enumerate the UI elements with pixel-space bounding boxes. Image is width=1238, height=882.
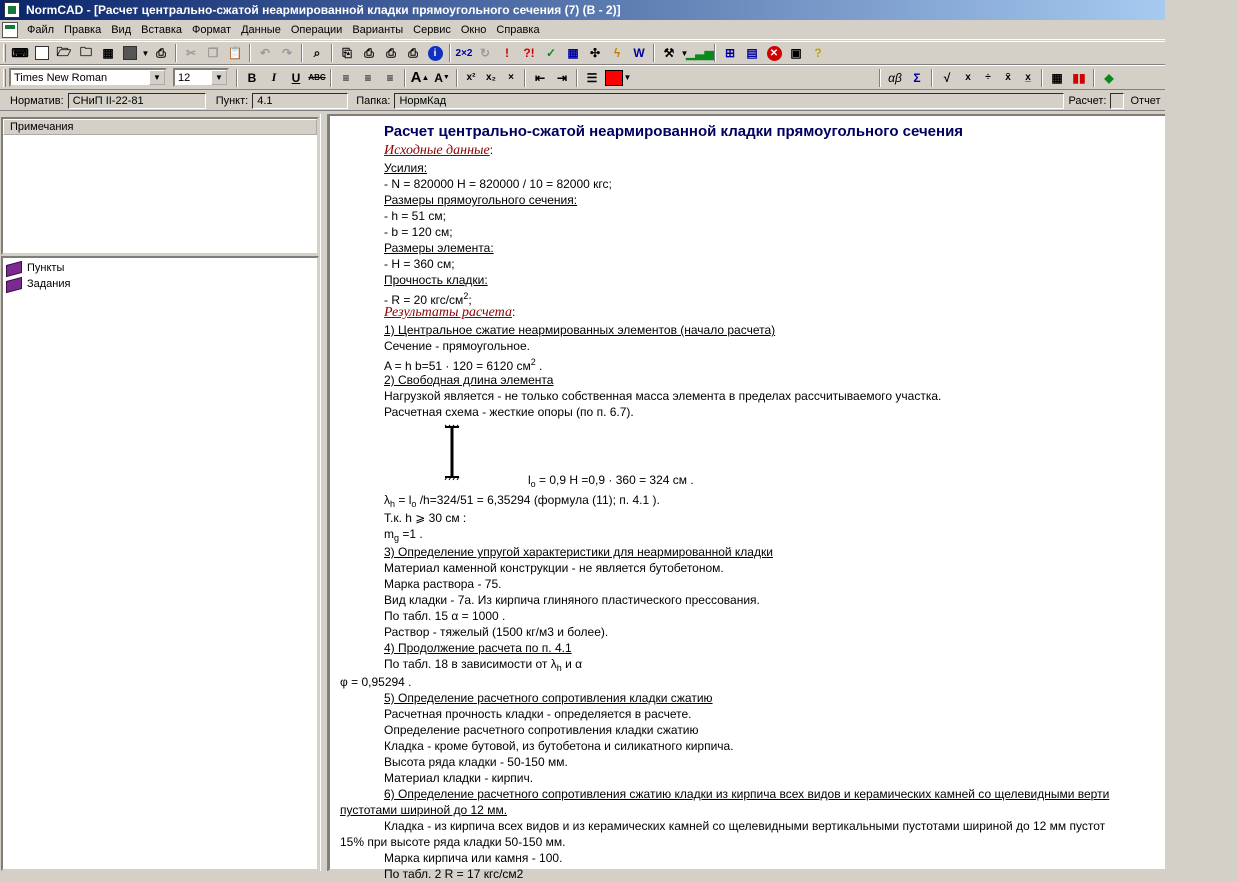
toolbar-separator	[1093, 69, 1095, 87]
matrix-2x2-icon[interactable]: 2×2	[455, 47, 473, 59]
tools-icon[interactable]: ⚒	[663, 46, 675, 60]
folder-field[interactable]: НормКад	[394, 93, 1064, 109]
menu-help[interactable]: Справка	[496, 23, 540, 36]
area-sup: 2	[530, 357, 536, 367]
font-grow-icon[interactable]: A ▲	[410, 69, 430, 86]
notes-header: Примечания	[3, 119, 317, 135]
fraction-icon[interactable]: ÷	[985, 72, 991, 83]
save-icon[interactable]	[119, 42, 141, 64]
underline-icon[interactable]: U	[291, 70, 301, 85]
section-2-line-1: Нагрузкой является - не только собственная масса элемента в пределах рассчитываемого участка.	[384, 389, 942, 403]
word-icon[interactable]: W	[633, 46, 645, 60]
point-field[interactable]: 4.1	[252, 93, 348, 109]
section-6-line-2: 15% при высоте ряда кладки 50-150 мм.	[340, 835, 566, 849]
report-label[interactable]: Отчет	[1130, 94, 1161, 107]
tree-item-tasks[interactable]	[3, 276, 317, 292]
slenderness-line	[384, 492, 660, 512]
menu-format[interactable]: Формат	[192, 23, 232, 36]
tree-item-label: Задания	[27, 278, 71, 290]
menu-service[interactable]: Сервис	[413, 23, 451, 36]
eraser-icon[interactable]: ◆	[1104, 70, 1114, 85]
table18-end: и α	[561, 657, 583, 671]
tools-dropdown-icon[interactable]: ▼	[680, 48, 689, 58]
mg-value: =1 .	[399, 527, 423, 541]
section-6-header: 6) Определение расчетного сопротивления сжатию кладки из кирпича всех видов и керамических камней со щелевидными верти	[384, 787, 1110, 801]
lambda-value: /h=324/51 = 6,35294 (формула (11); п. 4.1 ).	[416, 493, 660, 507]
section-4-line-1	[384, 656, 582, 676]
results-header-line: Результаты расчета:	[384, 305, 516, 320]
toolbar-separator	[931, 69, 933, 87]
table-icon[interactable]: ▦	[567, 46, 579, 60]
lower-index-icon[interactable]: x̲	[1025, 72, 1031, 83]
section-1-line-2	[384, 354, 542, 374]
mg-line	[384, 526, 423, 546]
chevron-down-icon[interactable]: ▼	[211, 70, 227, 85]
dims-header: Размеры прямоугольного сечения:	[384, 193, 578, 207]
tree-panel	[1, 256, 319, 871]
notes-panel[interactable]	[1, 117, 319, 255]
font-family-value: Times New Roman	[14, 71, 108, 84]
toolbar-separator	[175, 44, 177, 62]
paste-icon[interactable]: 📋	[227, 46, 243, 60]
dims-b-line: - b = 120 см;	[384, 225, 453, 239]
section-5-line-1: Расчетная прочность кладки - определяется в расчете.	[384, 707, 692, 721]
print-icon[interactable]: ⎙	[156, 45, 166, 60]
toolbar-separator	[449, 44, 451, 62]
free-length-line	[528, 472, 694, 492]
menu-bar	[0, 20, 1165, 40]
keyboard-icon[interactable]: ⌨	[11, 46, 29, 60]
font-size-value: 12	[178, 71, 191, 84]
dims-h-line: - h = 51 см;	[384, 209, 446, 223]
toolbar-separator	[330, 69, 332, 87]
strength-text: - R = 20 кгс/см	[384, 293, 464, 307]
section-2-header: 2) Свободная длина элемента	[384, 373, 554, 387]
open-folder-icon[interactable]: 🗁	[56, 44, 72, 59]
table18-subscript: h	[556, 663, 562, 673]
lambda-symbol: λ	[384, 493, 390, 507]
tree-item-label: Пункты	[27, 262, 65, 274]
left-panel	[0, 114, 320, 871]
toolbar-grip[interactable]	[3, 44, 6, 62]
menu-window[interactable]: Окно	[460, 23, 487, 36]
hierarchy-icon[interactable]: ⊞	[724, 46, 736, 60]
align-right-icon[interactable]: ≡	[386, 70, 394, 85]
section-3-line-5: Раствор - тяжелый (1500 кг/м3 и более).	[384, 625, 609, 639]
book-icon	[5, 278, 21, 290]
superscript-icon[interactable]: x²	[466, 72, 476, 83]
toolbar-separator	[524, 69, 526, 87]
section-5-header: 5) Определение расчетного сопротивления кладки сжатию	[384, 691, 713, 705]
open-examples-icon[interactable]: 🗀	[79, 44, 92, 59]
area-text: A = h b=51 · 120 = 6120 см	[384, 359, 531, 373]
norm-field[interactable]: СНиП II-22-81	[68, 93, 206, 109]
section-3-header: 3) Определение упругой характеристики для неармированной кладки	[384, 545, 773, 559]
toolbar-grip[interactable]	[3, 69, 6, 87]
print-setup-icon[interactable]: ⎙	[364, 45, 374, 60]
menu-insert[interactable]: Вставка	[141, 23, 183, 36]
menu-edit[interactable]: Правка	[64, 23, 102, 36]
menu-variants[interactable]: Варианты	[352, 23, 404, 36]
color-dropdown-icon[interactable]: ▼	[623, 73, 632, 82]
input-header-line: Исходные данные:	[384, 143, 494, 158]
rigid-supports-scheme	[443, 425, 461, 481]
toolbar-separator	[301, 44, 303, 62]
calendar-icon[interactable]: ▤	[746, 46, 758, 60]
format-toolbar	[0, 65, 1165, 90]
results-header: Результаты расчета	[384, 305, 512, 320]
bar-chart-icon[interactable]: ▁▃▅	[686, 46, 714, 60]
section-3-line-4: По табл. 15 α = 1000 .	[384, 609, 506, 623]
section-6-line-1: Кладка - из кирпича всех видов и из керамических камней со щелевидными вертикальными пустотами шириной до 12 мм пустот	[384, 819, 1106, 833]
bullet-list-icon[interactable]: ☰	[586, 70, 598, 85]
increase-indent-icon[interactable]: ⇥	[556, 70, 568, 85]
section-4-header: 4) Продолжение расчета по п. 4.1	[384, 641, 572, 655]
check-icon[interactable]: ✓	[545, 46, 557, 60]
title-bar	[0, 0, 1165, 20]
folder-label: Папка:	[356, 94, 391, 107]
chart-icon[interactable]: ▮▮	[1072, 70, 1086, 85]
properties-icon[interactable]: ▣	[790, 46, 802, 60]
clear-format-icon[interactable]: ×	[508, 72, 514, 83]
toolbar-separator	[236, 69, 238, 87]
section-3-line-3: Вид кладки - 7а. Из кирпича глиняного пластического прессования.	[384, 593, 760, 607]
mg-subscript: g	[394, 533, 400, 543]
phi-line: φ = 0,95294 .	[340, 675, 412, 689]
subscript-icon[interactable]: x₂	[485, 72, 496, 83]
toolbar-separator	[331, 44, 333, 62]
lo-symbol: l	[528, 473, 531, 487]
doc-title: Расчет центрально-сжатой неармированной кладки прямоугольного сечения	[384, 123, 964, 140]
chevron-down-icon[interactable]: ▼	[149, 70, 165, 85]
mg-symbol: m	[384, 527, 394, 541]
section-5-line-2: Определение расчетного сопротивления кладки сжатию	[384, 723, 699, 737]
menu-file[interactable]: Файл	[27, 23, 55, 36]
tree-item-points[interactable]	[3, 260, 317, 276]
forces-line: - N = 820000 Н = 820000 / 10 = 82000 кгс;	[384, 177, 612, 191]
sqrt-icon[interactable]: √	[943, 70, 951, 85]
italic-icon[interactable]: I	[271, 70, 277, 84]
document-area[interactable]	[328, 114, 1165, 881]
toolbar-separator	[1041, 69, 1043, 87]
menu-view[interactable]: Вид	[111, 23, 132, 36]
align-center-icon[interactable]: ≡	[364, 70, 372, 85]
stop-icon[interactable]: ✕	[763, 42, 785, 64]
copy-icon[interactable]: ❐	[207, 46, 219, 60]
info-icon[interactable]: i	[424, 42, 446, 64]
elem-header: Размеры элемента:	[384, 241, 494, 255]
align-left-icon[interactable]: ≡	[342, 70, 350, 85]
toolbar-separator	[576, 69, 578, 87]
text-color-swatch[interactable]	[605, 70, 623, 86]
area-end: .	[535, 359, 543, 373]
section-6-line-4: По табл. 2 R = 17 кгс/см2	[384, 867, 524, 881]
lo-value: = 0,9 H =0,9 · 360 = 324 см .	[535, 473, 694, 487]
section-5-line-5: Материал кладки - кирпич.	[384, 771, 534, 785]
section-6-header-cont: пустотами шириной до 12 мм.	[340, 803, 508, 817]
toolbar-separator	[714, 44, 716, 62]
elem-line: - H = 360 см;	[384, 257, 455, 271]
toolbar-separator	[456, 69, 458, 87]
toolbar-separator	[249, 44, 251, 62]
undo-icon[interactable]: ↶	[259, 46, 271, 60]
redo-icon[interactable]: ↷	[281, 46, 293, 60]
app-icon	[4, 2, 20, 18]
strength-sup: 2	[463, 291, 469, 301]
help-icon[interactable]: ?	[814, 46, 822, 60]
menu-data[interactable]: Данные	[241, 23, 281, 36]
query-icon[interactable]: ?!	[523, 46, 535, 60]
table18-text: По табл. 18 в зависимости от λ	[384, 657, 557, 671]
calc-field[interactable]	[1110, 93, 1124, 109]
section-5-line-3: Кладка - кроме бутовой, из бутобетона и силикатного кирпича.	[384, 739, 734, 753]
move-icon[interactable]: ✣	[589, 46, 601, 60]
calculator-icon[interactable]: ▦	[1051, 70, 1063, 85]
section-3-line-1: Материал каменной конструкции - не является бутобетоном.	[384, 561, 724, 575]
strength-end: ;	[468, 293, 472, 307]
lambda-mid: = l	[395, 493, 412, 507]
fraction-x-icon[interactable]: x	[965, 72, 971, 83]
section-1-header: 1) Центральное сжатие неармированных элементов (начало расчета)	[384, 323, 776, 337]
cut-icon[interactable]: ✂	[185, 46, 197, 60]
font-shrink-icon[interactable]: A ▼	[434, 70, 450, 85]
toolbar-separator	[879, 69, 881, 87]
refresh-icon[interactable]: ↻	[479, 46, 491, 60]
find-icon[interactable]: ⌕	[313, 45, 321, 60]
input-header: Исходные данные	[384, 143, 490, 158]
book-icon	[5, 262, 21, 274]
bold-icon[interactable]: B	[247, 70, 257, 85]
document-icon[interactable]	[2, 22, 18, 38]
condition-line: Т.к. h ⩾ 30 см :	[384, 511, 467, 525]
lo-subscript: o	[530, 479, 536, 489]
standard-toolbar	[0, 41, 1165, 65]
symbols-button[interactable]: αβ	[888, 70, 902, 85]
print-preview-icon[interactable]: ⎘	[342, 45, 352, 60]
font-family-select[interactable]	[9, 68, 167, 87]
toolbar-separator	[653, 44, 655, 62]
printer-icon[interactable]: ⎙	[386, 45, 396, 60]
decrease-indent-icon[interactable]: ⇤	[534, 70, 546, 85]
norm-label: Норматив:	[10, 94, 64, 107]
formula-icon[interactable]: Σ	[913, 70, 921, 85]
print-all-icon[interactable]: ⎙	[408, 45, 418, 60]
font-size-select[interactable]	[173, 68, 229, 87]
lambda-subscript-2: o	[411, 499, 417, 509]
section-2-line-2: Расчетная схема - жесткие опоры (по п. 6.7).	[384, 405, 634, 419]
window-title: NormCAD - [Расчет центрально-сжатой неармированной кладки прямоугольного сечения (7) (В - 2)]	[26, 3, 621, 17]
lightning-icon[interactable]: ϟ	[613, 46, 621, 60]
new-document-icon[interactable]	[31, 42, 53, 64]
exclamation-icon[interactable]: !	[505, 46, 509, 60]
section-3-line-2: Марка раствора - 75.	[384, 577, 502, 591]
strikethrough-icon[interactable]: ABC	[308, 73, 326, 82]
point-label: Пункт:	[215, 94, 249, 107]
calculator-icon[interactable]: ▦	[102, 46, 114, 60]
section-6-line-3: Марка кирпича или камня - 100.	[384, 851, 563, 865]
panel-splitter[interactable]	[320, 114, 328, 871]
section-1-line-1: Сечение - прямоугольное.	[384, 339, 530, 353]
calc-label: Расчет:	[1068, 94, 1107, 107]
strength-header: Прочность кладки:	[384, 273, 488, 287]
context-bar	[0, 91, 1165, 111]
menu-operations[interactable]: Операции	[290, 23, 343, 36]
fraction-bar-icon[interactable]: x̄	[1005, 72, 1011, 83]
forces-header: Усилия:	[384, 161, 428, 175]
lambda-subscript: h	[390, 499, 396, 509]
toolbar-separator	[404, 69, 406, 87]
save-dropdown-icon[interactable]: ▼	[141, 48, 150, 58]
section-5-line-4: Высота ряда кладки - 50-150 мм.	[384, 755, 568, 769]
